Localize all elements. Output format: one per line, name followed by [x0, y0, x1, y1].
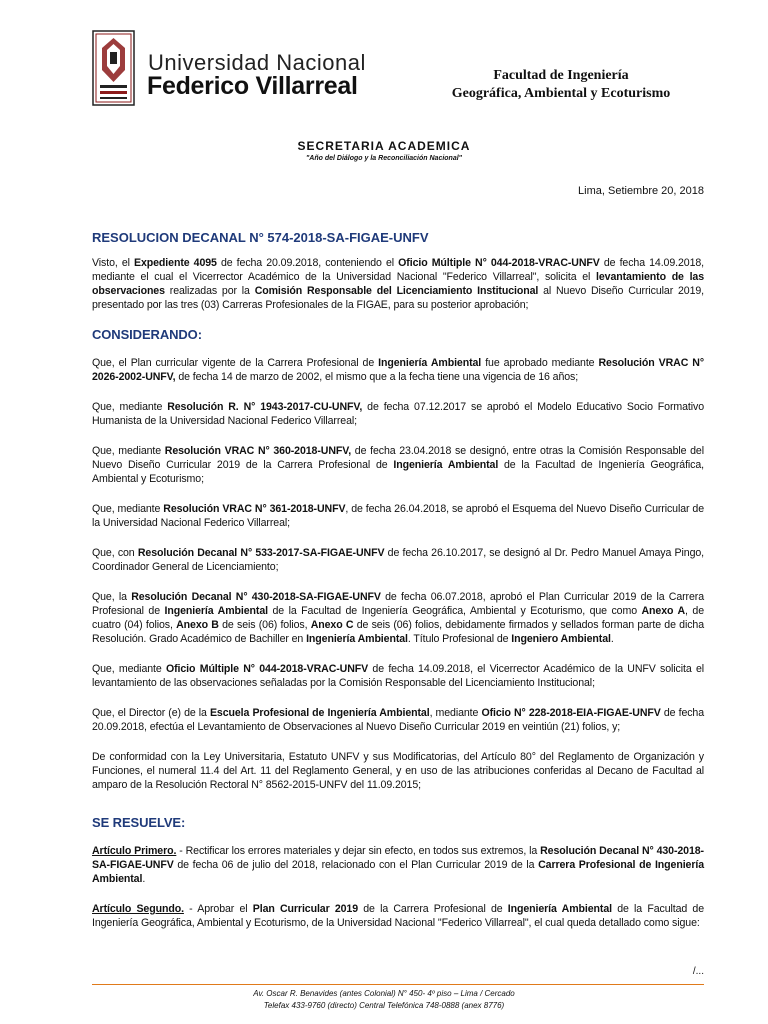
- text-run: de fecha 23.04.2018 se designó, entre otras la Comisión Responsable del Nuevo Diseño Curricular 2019 de la Carrera Profesional de: [92, 445, 704, 471]
- text-run: de fecha 14.09.2018, el Vicerrector Académico de la UNFV solicita el levantamiento de las observaciones señaladas por la Comisión Responsable del Licenciamiento Institucional;: [92, 663, 704, 689]
- continuation-mark: /...: [692, 966, 704, 977]
- considerando-paragraph: [92, 444, 704, 486]
- considerando-paragraph: [92, 546, 704, 574]
- text-run: de fecha 20.09.2018, efectúa el Levantamiento de Observaciones al Nuevo Diseño Curricular 2019 en veintiún (21) folios, y;: [92, 707, 705, 733]
- university-seal-icon: [92, 30, 135, 106]
- text-run: Resolución VRAC N° 361-2018-UNFV: [163, 503, 346, 515]
- text-run: levantamiento de las observaciones: [92, 271, 705, 297]
- text-run: Resolución VRAC N° 360-2018-UNFV,: [164, 445, 352, 457]
- intro-paragraph: [92, 256, 704, 312]
- considerando-paragraph: [92, 356, 704, 384]
- text-run: Oficio N° 228-2018-EIA-FIGAE-UNFV: [481, 707, 661, 719]
- text-run: de fecha 26.10.2017, se designó al Dr. Pedro Manuel Amaya Pingo, Coordinador General de Licenciamiento;: [92, 547, 704, 573]
- text-run: Anexo B: [176, 619, 219, 631]
- office-title: SECRETARIA ACADEMICA: [297, 139, 471, 153]
- text-run: Ingeniería Ambiental: [393, 459, 499, 471]
- text-run: Artículo Primero.: [92, 845, 177, 857]
- document-date: Lima, Setiembre 20, 2018: [578, 185, 704, 197]
- text-run: Carrera Profesional de Ingeniería Ambiental: [92, 859, 704, 885]
- text-run: Que, con: [92, 547, 138, 559]
- text-run: .: [142, 873, 146, 885]
- text-run: Expediente 4095: [134, 257, 217, 269]
- text-run: Que, mediante: [92, 445, 165, 457]
- text-run: Que, el Plan curricular vigente de la Carrera Profesional de: [92, 357, 379, 369]
- text-run: de la Facultad de Ingeniería Geográfica, Ambiental y Ecoturismo, de la Universidad Nacional "Federico Villarreal", el cual queda detallado como sigue:: [92, 903, 704, 929]
- text-run: . Título Profesional de: [407, 633, 512, 645]
- text-run: de la Carrera Profesional de: [358, 903, 508, 915]
- text-run: Ingeniero Ambiental: [511, 633, 611, 645]
- text-run: Anexo A: [641, 605, 686, 617]
- text-run: - Aprobar el: [183, 903, 253, 915]
- text-run: de seis (06) folios, debidamente firmados y sellados forman parte de dicha Resolución. Grado Académico de Bachiller en: [92, 619, 704, 645]
- considerando-paragraph: [92, 400, 704, 428]
- text-run: Artículo Segundo.: [92, 903, 184, 915]
- text-run: Resolución Decanal N° 430-2018-SA-FIGAE-UNFV: [131, 591, 381, 603]
- articulo-segundo: [92, 902, 704, 930]
- office-motto: "Año del Diálogo y la Reconciliación Nacional": [305, 155, 462, 162]
- text-run: Visto, el: [92, 257, 135, 269]
- considerando-paragraph: [92, 502, 704, 530]
- footer-phone: Telefax 433-9760 (directo) Central Telefónica 748-0888 (anex 8776): [263, 1001, 505, 1010]
- considerando-paragraph: [92, 750, 704, 792]
- text-run: de fecha 07.12.2017 se aprobó el Modelo Educativo Socio Formativo Humanista de la Universidad Nacional Federico Villarreal;: [92, 401, 704, 427]
- footer-address: Av. Oscar R. Benavides (antes Colonial) N° 450- 4º piso – Lima / Cercado: [253, 989, 515, 998]
- university-name-line2: Federico Villarreal: [147, 72, 358, 100]
- text-run: Que, mediante: [92, 401, 168, 413]
- footer-rule: [92, 984, 704, 985]
- text-run: de fecha 06.07.2018, aprobó el Plan Curricular 2019 de la Carrera Profesional de: [92, 591, 704, 617]
- text-run: Anexo C: [310, 619, 354, 631]
- text-run: de seis (06) folios,: [218, 619, 311, 631]
- text-run: Que, mediante: [92, 663, 166, 675]
- text-run: Que, mediante: [92, 503, 164, 515]
- text-run: Plan Curricular 2019: [252, 903, 359, 915]
- text-run: de la Facultad de Ingeniería Geográfica, Ambiental y Ecoturismo;: [92, 459, 704, 485]
- considerando-paragraph: [92, 590, 704, 646]
- considerando-paragraph: [92, 706, 704, 734]
- text-run: Ingeniería Ambiental: [164, 605, 268, 617]
- text-run: de la Facultad de Ingeniería Geográfica, Ambiental y Ecoturismo, que como: [268, 605, 642, 617]
- text-run: Resolución Decanal N° 533-2017-SA-FIGAE-UNFV: [137, 547, 385, 559]
- text-run: Comisión Responsable del Licenciamiento Institucional: [254, 285, 539, 297]
- faculty-name-line1: Facultad de Ingeniería: [493, 68, 629, 83]
- articulo-primero: [92, 844, 704, 886]
- faculty-name-line2: Geográfica, Ambiental y Ecoturismo: [451, 86, 671, 101]
- text-run: Ingeniería Ambiental: [306, 633, 408, 645]
- text-run: de fecha 06 de julio del 2018, relacionado con el Plan Curricular 2019 de la: [173, 859, 539, 871]
- text-run: Que, el Director (e) de la: [92, 707, 210, 719]
- text-run: De conformidad con la Ley Universitaria, Estatuto UNFV y sus Modificatorias, del Artículo 80° del Reglamento de Organización y Funciones, el numeral 11.4 del Art. 11 del Reglamento General, y en uso de las atribuciones conferidas al Decano de Facultad al amparo de la Resolución Rectoral N° 8562-2015-UNFV del 11.09.2015;: [92, 751, 704, 791]
- text-run: .: [610, 633, 614, 645]
- text-run: realizadas por la: [164, 285, 255, 297]
- considerando-paragraph: [92, 662, 704, 690]
- text-run: , mediante: [429, 707, 482, 719]
- text-run: Resolución VRAC N° 2026-2002-UNFV,: [92, 357, 704, 383]
- university-name-line1: Universidad Nacional: [148, 50, 366, 75]
- resuelve-heading: SE RESUELVE:: [92, 815, 186, 830]
- text-run: de fecha 20.09.2018, conteniendo el: [216, 257, 399, 269]
- text-run: de fecha 14.09.2018, mediante el cual el Vicerrector Académico de la Universidad Nacional "Federico Villarreal", solicita el: [92, 257, 704, 283]
- text-run: Ingeniería Ambiental: [378, 357, 482, 369]
- text-run: Ingeniería Ambiental: [507, 903, 612, 915]
- text-run: Resolución Decanal N° 430-2018-SA-FIGAE-UNFV: [92, 845, 704, 871]
- text-run: de fecha 14 de marzo de 2002, el mismo que a la fecha tiene una vigencia de 16 años;: [175, 371, 579, 383]
- considerando-heading: CONSIDERANDO:: [92, 327, 202, 342]
- text-run: fue aprobado mediante: [481, 357, 599, 369]
- text-run: Oficio Múltiple N° 044-2018-VRAC-UNFV: [398, 257, 600, 269]
- text-run: Resolución R. N° 1943-2017-CU-UNFV,: [167, 401, 363, 413]
- text-run: Que, la: [92, 591, 132, 603]
- text-run: , de cuatro (04) folios,: [92, 605, 704, 631]
- text-run: - Rectificar los errores materiales y dejar sin efecto, en todos sus extremos, la: [176, 845, 541, 857]
- text-run: , de fecha 26.04.2018, se aprobó el Esquema del Nuevo Diseño Curricular de la Universidad Nacional Federico Villarreal;: [92, 503, 704, 529]
- document-body: [92, 256, 704, 946]
- text-run: Oficio Múltiple N° 044-2018-VRAC-UNFV: [165, 663, 369, 675]
- text-run: al Nuevo Diseño Curricular 2019, presentado por las tres (03) Carreras Profesionales de la FIGAE, para su posterior aprobación;: [92, 285, 704, 311]
- text-run: Escuela Profesional de Ingeniería Ambiental: [209, 707, 430, 719]
- resolution-title: RESOLUCION DECANAL N° 574-2018-SA-FIGAE-UNFV: [92, 230, 429, 245]
